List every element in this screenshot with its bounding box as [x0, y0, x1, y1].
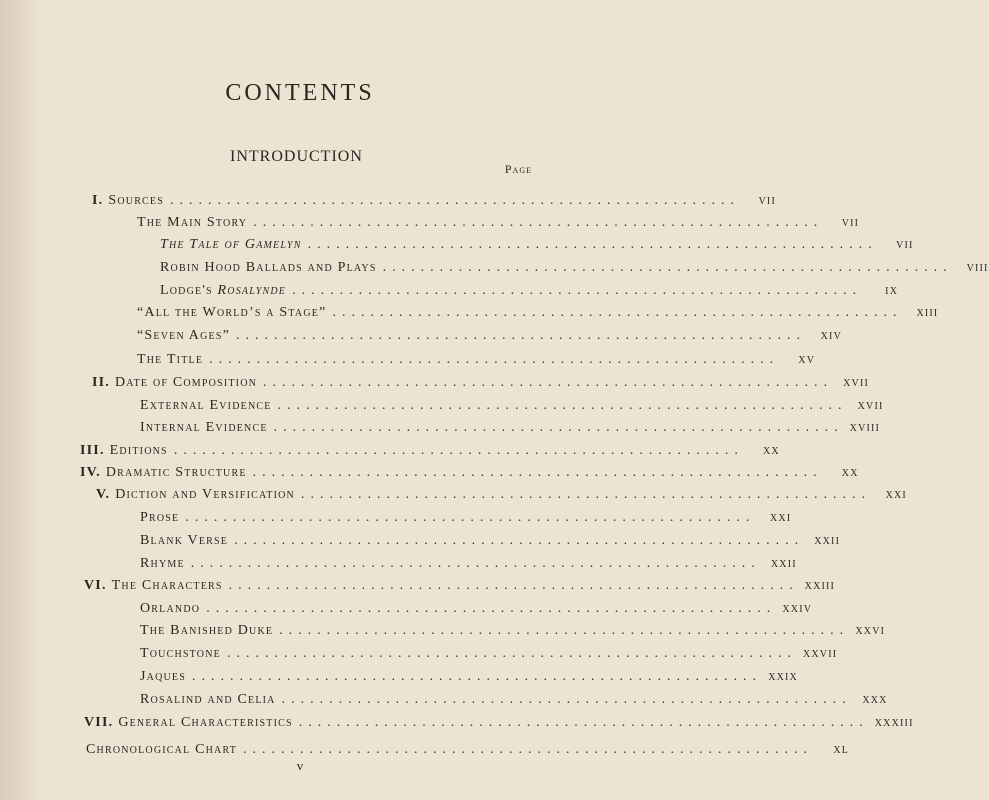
- toc-entry-page: xviii: [849, 420, 881, 435]
- leader-dots: ............................................................: [300, 487, 871, 502]
- toc-entry-page: ix: [885, 283, 899, 298]
- toc-entry-number: II.: [92, 375, 110, 390]
- toc-entry: [84, 715, 914, 731]
- leader-dots: ............................................................: [243, 742, 814, 757]
- toc-entry-label: [160, 283, 286, 299]
- toc-entry-number: VII.: [84, 715, 114, 730]
- leader-dots: ............................................................: [281, 692, 852, 707]
- toc-entry: [140, 646, 838, 662]
- toc-entry: [92, 193, 776, 209]
- leader-dots: ............................................................: [332, 305, 903, 320]
- toc-entry-page: xx: [841, 465, 859, 480]
- toc-entry-label: Prose: [140, 510, 180, 525]
- toc-entry-label: Chronological Chart: [86, 742, 238, 757]
- toc-entry-page: vii: [896, 237, 914, 252]
- leader-dots: ............................................................: [382, 260, 953, 275]
- leader-dots: ............................................................: [292, 283, 863, 298]
- toc-entry-page: xxi: [885, 487, 907, 502]
- toc-entry: [86, 742, 850, 758]
- toc-entry-label: Dramatic Structure: [105, 465, 247, 480]
- toc-entry-label: General Characteristics: [118, 715, 293, 730]
- toc-entry: [137, 328, 843, 344]
- toc-entry-number: V.: [96, 487, 111, 502]
- leader-dots: ............................................................: [226, 646, 797, 661]
- toc-entry-page: xiii: [916, 305, 939, 320]
- leader-dots: ............................................................: [185, 510, 756, 525]
- page-column-label: Page: [504, 162, 532, 176]
- toc-entry-label: Editions: [109, 443, 168, 458]
- toc-entry-page: xl: [833, 742, 850, 757]
- toc-entry: [80, 465, 859, 481]
- leader-dots: ............................................................: [298, 715, 869, 730]
- toc-entry-label: Internal Evidence: [140, 420, 268, 435]
- toc-entry: [137, 215, 860, 231]
- toc-entry-label: Sources: [108, 193, 164, 208]
- toc-entry-label: Robin Hood Ballads and Plays: [160, 260, 377, 275]
- leader-dots: ............................................................: [170, 193, 740, 208]
- toc-entry: [140, 623, 886, 639]
- toc-entry-label: Blank Verse: [140, 533, 229, 548]
- toc-entry-page: viii: [966, 260, 989, 275]
- toc-entry-page: xxxiii: [874, 715, 914, 730]
- toc-entry-page: vii: [758, 193, 776, 208]
- leader-dots: ............................................................: [209, 352, 780, 367]
- toc-entry-number: IV.: [80, 465, 101, 480]
- toc-entry-page: xvii: [843, 375, 870, 390]
- leader-dots: ............................................................: [191, 669, 762, 684]
- toc-entry-label: Rhyme: [140, 556, 185, 571]
- toc-entry-number: III.: [80, 443, 105, 458]
- leader-dots: ............................................................: [190, 556, 761, 571]
- leader-dots: ............................................................: [173, 443, 744, 458]
- toc-entry: [92, 375, 870, 391]
- toc-entry-label: Orlando: [140, 601, 201, 616]
- page-title: CONTENTS: [225, 80, 375, 106]
- toc-entry-page: xv: [798, 352, 816, 367]
- toc-entry-label: “Seven Ages”: [137, 328, 231, 343]
- page-number: v: [296, 758, 304, 773]
- toc-entry-label: External Evidence: [140, 398, 272, 413]
- toc-entry-page: xxix: [768, 669, 798, 684]
- toc-entry-label-part: Lodge's: [160, 283, 218, 298]
- toc-entry: [140, 669, 798, 685]
- toc-entry-number: VI.: [84, 578, 107, 593]
- toc-entry: [160, 237, 914, 253]
- leader-dots: ............................................................: [236, 328, 807, 343]
- toc-entry-label: Rosalind and Celia: [140, 692, 276, 707]
- toc-entry-label: The Banished Duke: [140, 623, 274, 638]
- toc-entry-page: xvii: [857, 398, 884, 413]
- toc-entry-page: vii: [841, 215, 860, 230]
- toc-entry-label: Touchstone: [140, 646, 221, 661]
- toc-entry-page: xxvii: [802, 646, 838, 661]
- leader-dots: ............................................................: [307, 237, 878, 252]
- leader-dots: ............................................................: [273, 420, 844, 435]
- toc-entry: [140, 533, 841, 549]
- toc-entry: [96, 487, 907, 503]
- toc-entry-number: I.: [92, 193, 104, 208]
- toc-entry-label: The Characters: [111, 578, 223, 593]
- toc-entry-page: xxii: [770, 556, 797, 571]
- toc-entry: [137, 352, 816, 368]
- toc-entry-label: “All the World’s a Stage”: [137, 305, 327, 320]
- toc-entry-label: The Main Story: [137, 215, 248, 230]
- leader-dots: ............................................................: [252, 465, 823, 480]
- toc-entry-page: xxi: [769, 510, 792, 525]
- toc-entry: [137, 305, 939, 321]
- toc-entry: [84, 578, 836, 594]
- toc-entry-page: xiv: [820, 328, 843, 343]
- toc-entry-label-part: Rosalynde: [217, 283, 287, 298]
- toc-entry-label: Diction and Versification: [115, 487, 295, 502]
- toc-entry: [140, 420, 881, 436]
- toc-entry-label: The Tale of Gamelyn: [160, 237, 302, 252]
- toc-entry-page: xxii: [814, 533, 841, 548]
- toc-entry-label: The Title: [137, 352, 204, 367]
- toc-entry-label: Jaques: [140, 669, 186, 684]
- toc-entry: [140, 601, 813, 617]
- toc-entry: [160, 260, 989, 276]
- toc-entry-page: xxiii: [804, 578, 836, 593]
- toc-entry: [160, 283, 899, 299]
- leader-dots: ............................................................: [253, 215, 824, 230]
- toc-entry-page: xxvi: [855, 623, 886, 638]
- leader-dots: ............................................................: [234, 533, 805, 548]
- toc-entry-page: xxiv: [782, 601, 813, 616]
- leader-dots: ............................................................: [228, 578, 799, 593]
- toc-entry: [140, 510, 792, 526]
- toc-entry: [140, 398, 884, 414]
- toc-entry: [80, 443, 780, 459]
- section-title: INTRODUCTION: [230, 148, 363, 165]
- toc-entry: [140, 692, 888, 708]
- leader-dots: ............................................................: [206, 601, 777, 616]
- leader-dots: ............................................................: [277, 398, 848, 413]
- leader-dots: ............................................................: [263, 375, 834, 390]
- leader-dots: ............................................................: [279, 623, 850, 638]
- toc-entry-page: xxx: [862, 692, 888, 707]
- toc-entry-label: Date of Composition: [115, 375, 258, 390]
- toc-entry: [140, 556, 797, 572]
- toc-entry-page: xx: [762, 443, 780, 458]
